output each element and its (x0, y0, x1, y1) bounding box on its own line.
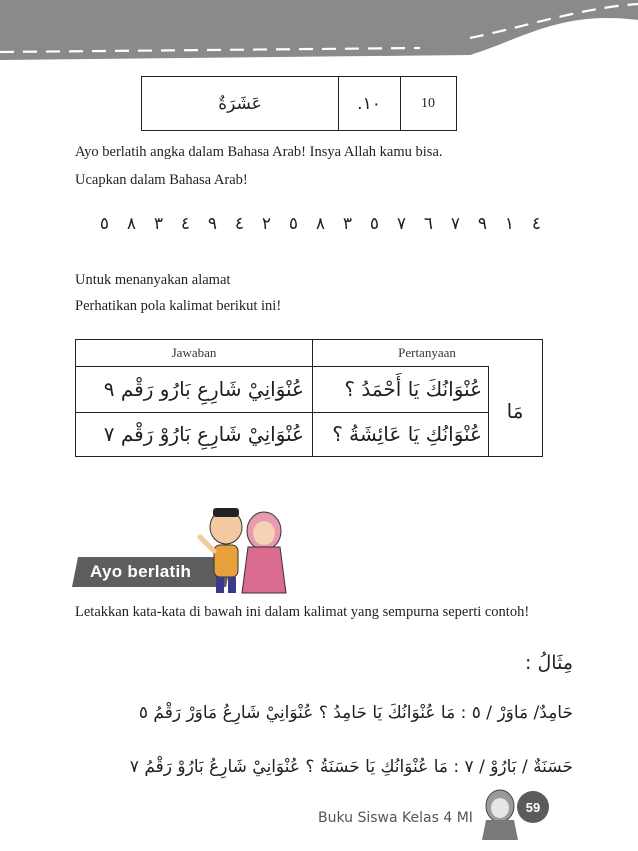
example-line: حَسَنَةٌ / بَارُوْ / ٧ : مَا عُنْوَانُكِ يَا حَسَنَةُ ؟ عُنْوَانِيْ شَارِعُ بَارُوْ رَقْمُ ٧ (129, 757, 573, 777)
digit: ١ (504, 214, 515, 234)
page-number-badge: 59 (517, 791, 549, 823)
digit: ٣ (153, 214, 164, 234)
digit: ٩ (477, 214, 488, 234)
example-line: حَامِدٌ/ مَاوَرْ / ٥ : مَا عُنْوَانُكَ يَا حَامِدُ ؟ عُنْوَانِيْ شَارِعُ مَاوَرْ رَقْمُ ٥ (138, 703, 573, 723)
header-question: Pertanyaan (398, 345, 456, 360)
digit: ٧ (450, 214, 461, 234)
instruction-practice: Ayo berlatih angka dalam Bahasa Arab! Insya Allah kamu bisa. (75, 144, 443, 160)
book-title: Buku Siswa Kelas 4 MI (318, 810, 473, 826)
arabic-digit-sequence (100, 209, 550, 239)
digit: ٩ (207, 214, 218, 234)
arabic-numeral: ١٠. (338, 77, 401, 130)
question-cell: عُنْوَانُكِ يَا عَائِشَةُ ؟ (332, 422, 482, 446)
digit: ٤ (234, 214, 245, 234)
header-answer: Jawaban (171, 345, 217, 360)
digit: ٦ (423, 214, 434, 234)
digit: ٤ (180, 214, 191, 234)
number-table-row (141, 76, 457, 131)
digit: ٣ (342, 214, 353, 234)
girl-mascot-icon (478, 788, 522, 840)
sentence-pattern-table (75, 339, 543, 457)
arabic-number-word: عَشَرَةٌ (142, 77, 339, 130)
digit: ٧ (396, 214, 407, 234)
latin-numeral: 10 (421, 95, 435, 111)
question-word-cell: مَا (506, 399, 524, 423)
section-title-address: Untuk menanyakan alamat (75, 272, 231, 288)
digit: ٨ (315, 214, 326, 234)
digit: ٤ (531, 214, 542, 234)
children-illustration (196, 505, 292, 595)
digit-group-1 (307, 214, 550, 234)
digit: ٢ (261, 214, 272, 234)
question-cell: عُنْوَانُكَ يَا أَحْمَدُ ؟ (344, 377, 482, 401)
top-decorative-band (0, 0, 638, 70)
example-label: مِثَالُ : (525, 652, 573, 674)
answer-cell: عُنْوَانِيْ شَارِعِ بَارُو رَقْم ٩ (103, 377, 304, 401)
banner-label: Ayo berlatih (90, 562, 192, 581)
answer-cell: عُنْوَانِيْ شَارِعِ بَارُوْ رَقْم ٧ (103, 422, 304, 446)
digit: ٥ (99, 214, 110, 234)
instruction-arrange: Letakkan kata-kata di bawah ini dalam kalimat yang sempurna seperti contoh! (75, 604, 530, 620)
section-title-pattern: Perhatikan pola kalimat berikut ini! (75, 298, 282, 314)
digit: ٥ (369, 214, 380, 234)
digit: ٨ (126, 214, 137, 234)
instruction-say: Ucapkan dalam Bahasa Arab! (75, 172, 248, 188)
digit-group-2 (91, 214, 307, 234)
digit: ٥ (288, 214, 299, 234)
